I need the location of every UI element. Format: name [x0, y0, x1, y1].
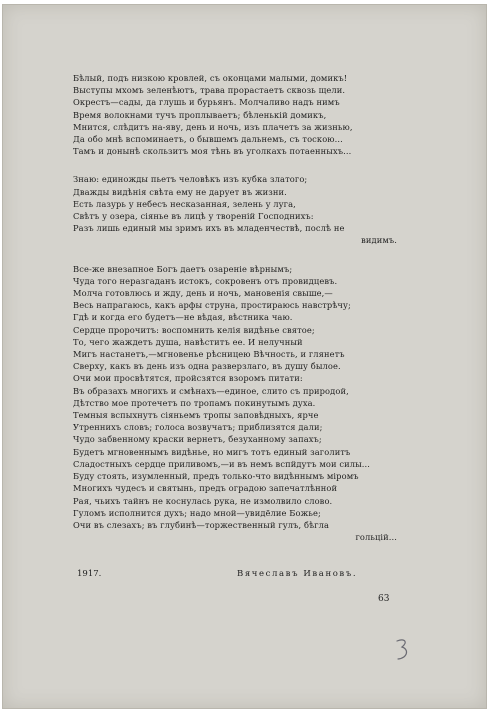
poem-line: Выступы мхомъ зеленѣютъ, трава прорастаетъ сквозь щели.	[73, 85, 346, 96]
poem-line: Знаю: единожды пьетъ человѣкъ изъ кубка златого;	[73, 174, 308, 185]
poem-line: Окрестъ—сады, да глушь и бурьянъ. Молчаливо надъ нимъ	[73, 97, 340, 108]
poem-line: Утреннихъ словъ; голоса возвучатъ; приблизятся дали;	[73, 422, 323, 433]
poem-line: Сердце пророчитъ: воспомнить келія видѣнье святое;	[73, 324, 315, 335]
poem-footer	[77, 569, 397, 583]
poem-line: Будетъ мгновеннымъ видѣнье, но мигъ тотъ единый заголитъ	[73, 446, 351, 457]
poem-line: Бѣлый, подъ низкою кровлей, съ оконцами малыми, домикъ!	[73, 73, 348, 83]
poem-line: Дѣтство мое протечетъ по тропамъ покинутымъ духа.	[73, 397, 316, 408]
poem-line: Дважды видѣнія свѣта ему не дарует въ жизни.	[73, 186, 287, 197]
poem-year: 1917.	[77, 569, 102, 579]
poem-line: Есть лазурь у небесъ несказанная, зелень у луга,	[73, 198, 296, 209]
page-number: 63	[378, 594, 390, 604]
poem-line-tail: гольцiй...	[355, 532, 397, 543]
poem-line: Свѣтъ у озера, сіянье въ лицѣ у творенiй Господнихъ:	[73, 211, 314, 222]
poem-line: Гуломъ исполнится духъ; надо мной—увидёлие Божье;	[73, 507, 321, 518]
poem-line: Да обо мнѣ вспоминаетъ, о бывшемъ дальнемъ, съ тоскою...	[73, 134, 343, 145]
poem-line: Мигъ настанетъ,—мгновенье рѣсницею Вѣчность, и глянетъ	[73, 349, 345, 360]
poem-line: Сверху, какъ въ день изъ одна разверзлаго, въ душу былое.	[73, 361, 341, 372]
stanza-2	[73, 173, 403, 246]
poem-line: Рая, чьихъ тайнъ не коснулась рука, не измолвило слово.	[73, 495, 333, 506]
poem-line: Темныя вспыхнутъ сіяньемъ тропы заповѣдныхъ, ярче	[73, 410, 319, 421]
poem-line: Очи мои просвѣтятся, пройсзятся взоромъ питати:	[73, 373, 303, 384]
poem-author: Вячеславъ Ивановъ.	[237, 569, 358, 579]
stanza-1	[73, 72, 403, 157]
poem-line: Время волокнами тучъ проплываетъ; бѣленькій домикъ,	[73, 109, 327, 120]
poem-line: Разъ лишь единый мы зримъ ихъ въ младенчествѣ, послѣ не	[73, 223, 345, 234]
poem-line: Чуда того неразгаданъ истокъ, сокровенъ отъ провидцевъ.	[73, 275, 338, 286]
poem-line: Гдѣ и когда его будетъ—не вѣдая, вѣстника чаю.	[73, 312, 293, 323]
poem-body	[73, 72, 403, 543]
poem-line: Многихъ чудесъ и святынь, предъ оградою запечатлѣнной	[73, 483, 338, 494]
poem-line: Тамъ и донынѣ скользитъ моя тѣнь въ уголкахъ потаенныхъ...	[73, 146, 352, 157]
poem-line: Въ образахъ многихъ и смѣнахъ—единое, слито съ природой,	[73, 385, 349, 396]
poem-line: Мнится, слѣдитъ на-яву, день и ночь, изъ плачетъ за жизнью,	[73, 121, 353, 132]
poem-line: Сладостныхъ сердце приливомъ,—и въ немъ вспйдутъ мои силы...	[73, 458, 371, 469]
poem-line: Все-же внезапное Богъ даетъ озаренiе вѣрнымъ;	[73, 263, 293, 274]
poem-line: Буду стоять, изумленный, предъ только-что видѣннымъ міромъ	[73, 471, 359, 482]
paper-sheet	[2, 4, 487, 709]
poem-line-tail: видимъ.	[361, 235, 397, 246]
poem-line: Весь напрагаюсь, какъ арфы струна, простираюсь навстрѣчу;	[73, 300, 351, 311]
poem-line: То, чего жаждетъ душа, навѣститъ ее. И нелучный	[73, 336, 303, 347]
pencil-mark-icon	[393, 637, 413, 663]
stanza-3	[73, 263, 403, 544]
poem-line: Очи въ слезахъ; въ глубинѣ—торжественный гулъ, бѣгла	[73, 519, 330, 530]
poem-line: Молча готовлюсь и жду, день и ночь, мановенія свыше,—	[73, 288, 333, 299]
poem-line: Чудо забвенному краски вернетъ, безуханному запахъ;	[73, 434, 322, 445]
